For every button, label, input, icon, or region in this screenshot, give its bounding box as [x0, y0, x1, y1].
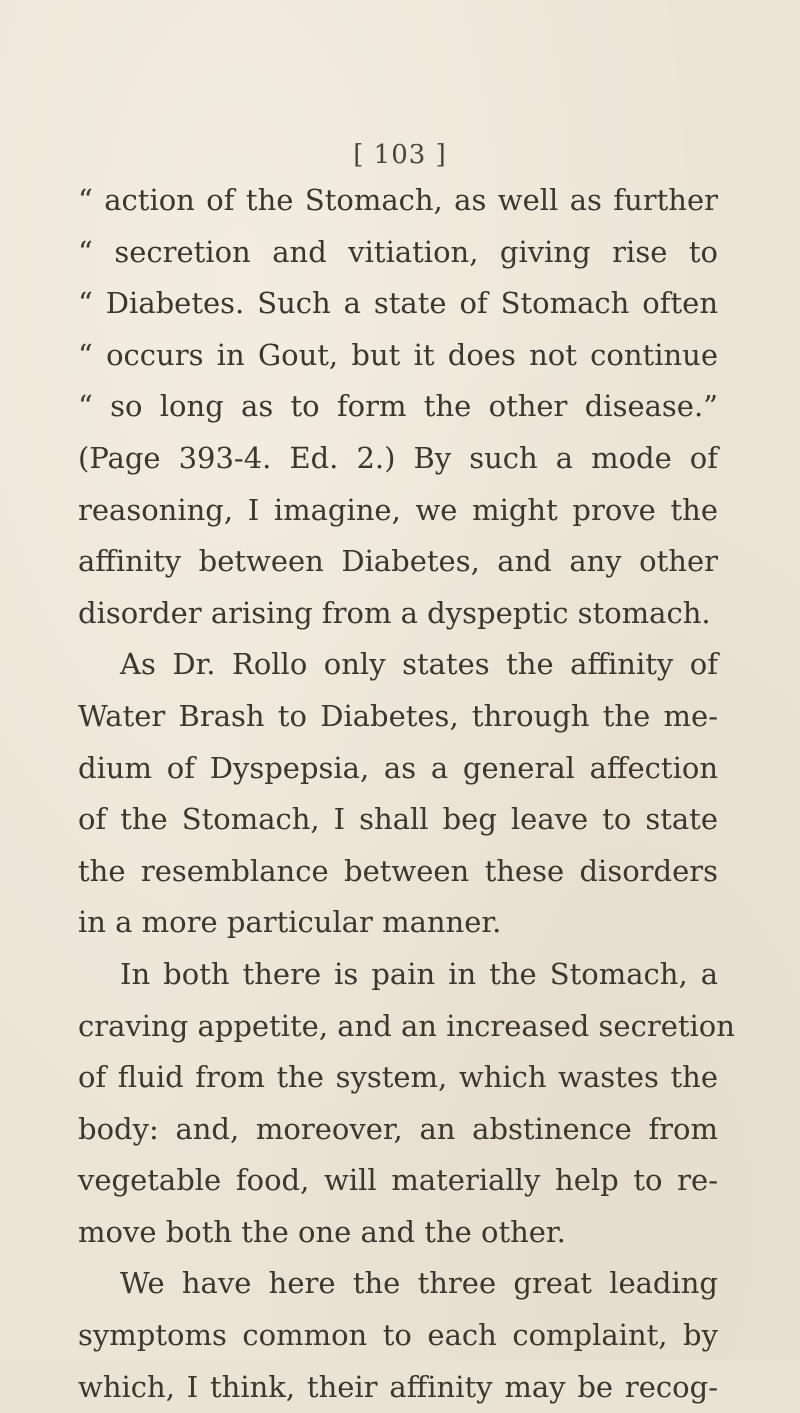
- text-line: “ Diabetes. Such a state of Stomach often: [78, 286, 718, 321]
- text-line: body: and, moreover, an abstinence from: [78, 1111, 718, 1146]
- page-number: [ 103 ]: [353, 140, 447, 170]
- paragraph-end-line: disorder arising from a dyspeptic stomach.: [78, 595, 711, 630]
- paragraph-start-line: As Dr. Rollo only states the affinity of: [120, 647, 718, 682]
- text-line: vegetable food, will materially help to re-: [78, 1163, 718, 1198]
- text-line: “ occurs in Gout, but it does not continue: [78, 337, 718, 372]
- text-line: craving appetite, and an increased secretion: [78, 1008, 735, 1043]
- text-line: (Page 393-4. Ed. 2.) By such a mode of: [78, 440, 718, 475]
- text-line: of fluid from the system, which wastes the: [78, 1060, 718, 1095]
- text-line: “ secretion and vitiation, giving rise to: [78, 234, 718, 269]
- text-line: “ action of the Stomach, as well as further: [78, 183, 718, 217]
- paragraph-end-line: in a more particular manner.: [78, 905, 502, 940]
- paragraph-end-line: move both the one and the other.: [78, 1214, 566, 1249]
- text-line: symptoms common to each complaint, by: [78, 1318, 718, 1353]
- text-line: the resemblance between these disorders: [78, 853, 718, 888]
- text-line: reasoning, I imagine, we might prove the: [78, 492, 718, 527]
- text-line: of the Stomach, I shall beg leave to state: [78, 802, 718, 837]
- body-text: [78, 175, 735, 1413]
- text-line: affinity between Diabetes, and any other: [78, 544, 718, 579]
- text-line: “ so long as to form the other disease.”: [78, 389, 718, 424]
- text-line: which, I think, their affinity may be recog-: [78, 1369, 718, 1404]
- text-line: dium of Dyspepsia, as a general affection: [78, 750, 718, 785]
- paragraph-start-line: We have here the three great leading: [120, 1266, 718, 1301]
- paragraph-start-line: In both there is pain in the Stomach, a: [120, 956, 718, 991]
- text-line: Water Brash to Diabetes, through the me-: [78, 698, 718, 733]
